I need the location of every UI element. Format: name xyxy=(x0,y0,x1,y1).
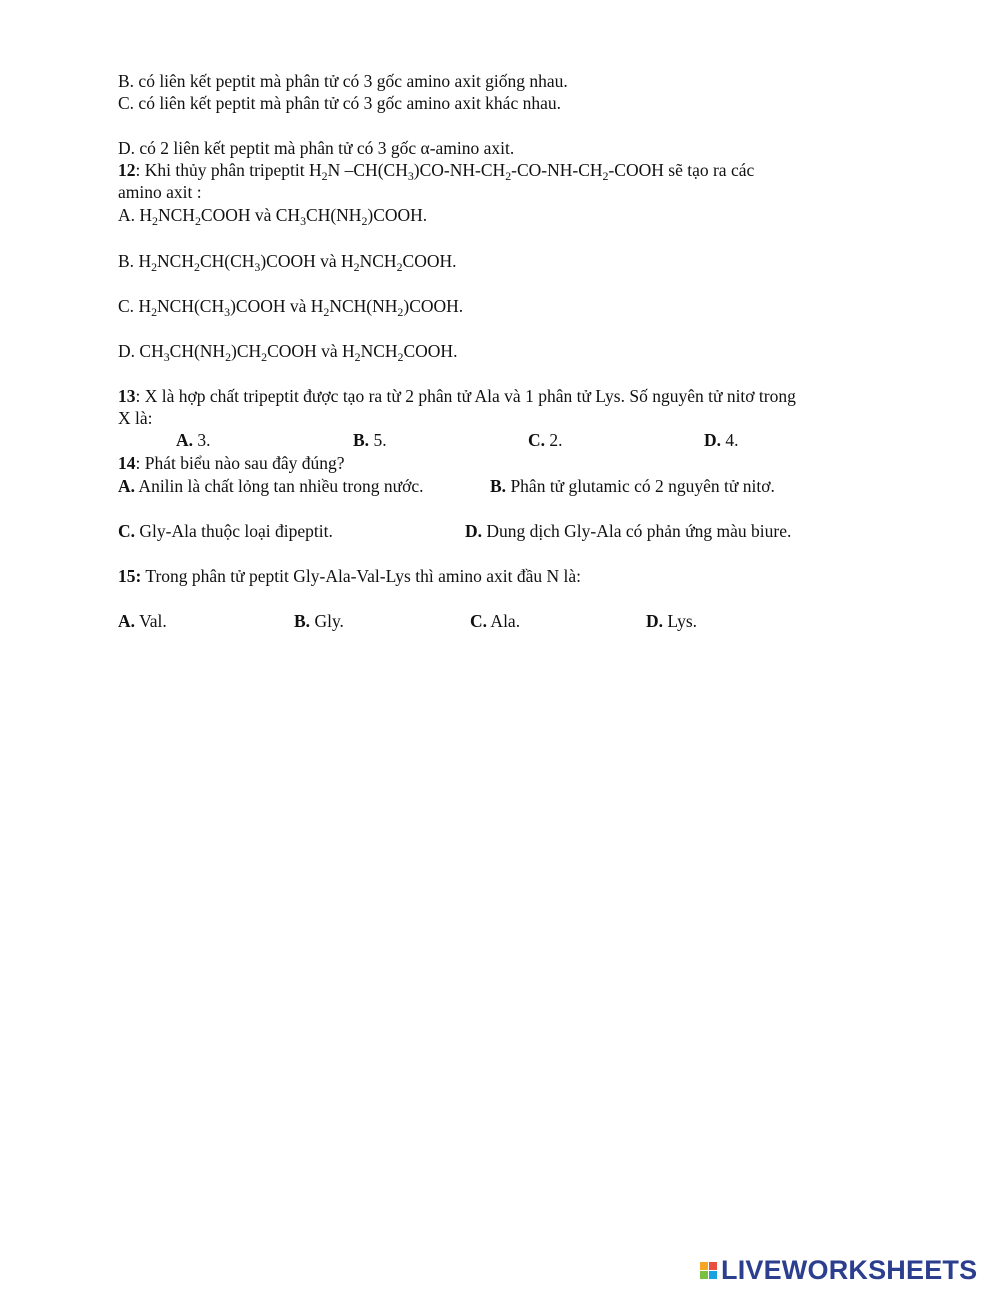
liveworksheets-logo-text: LIVEWORKSHEETS xyxy=(721,1254,978,1285)
q12-option-c: C. $H_2NCH(CH_3)COOH$ và $H_2NCH(NH_2)COOH$. xyxy=(118,296,464,319)
q11-option-d: D. có 2 liên kết peptit mà phân tử có 3 gốc α-amino axit. xyxy=(118,138,515,158)
q13-stem-continued: X là: xyxy=(118,408,153,428)
liveworksheets-logo-icon xyxy=(700,1262,717,1279)
q14-option-d: D. Dung dịch Gly-Ala có phản ứng màu biure. xyxy=(465,521,792,541)
q13-stem: 13: X là hợp chất tripeptit được tạo ra từ 2 phân tử Ala và 1 phân tử Lys. Số nguyên tử nitơ trong xyxy=(118,386,796,406)
q12-number: 12 xyxy=(118,160,136,180)
q15-option-b: B. Gly. xyxy=(294,611,344,631)
q11-option-b: B. có liên kết peptit mà phân tử có 3 gốc amino axit giống nhau. xyxy=(118,71,568,91)
q14-option-a: A. Anilin là chất lỏng tan nhiều trong nước. xyxy=(118,476,424,496)
q14-option-c: C. Gly-Ala thuộc loại đipeptit. xyxy=(118,521,333,541)
q12-stem: 12: Khi thủy phân tripeptit $H_2N$ $-CH(CH_3)CO-NH-CH_2-CO-NH-CH_2$-COOH sẽ tạo ra các xyxy=(118,160,755,183)
liveworksheets-logo xyxy=(700,1255,977,1285)
q13-option-d: D. 4. xyxy=(704,430,739,450)
q14-stem: 14: Phát biểu nào sau đây đúng? xyxy=(118,453,345,473)
q14-option-b: B. Phân tử glutamic có 2 nguyên tử nitơ. xyxy=(490,476,775,496)
q15-stem: 15: Trong phân tử peptit Gly-Ala-Val-Lys thì amino axit đầu N là: xyxy=(118,566,581,586)
q13-number: 13 xyxy=(118,386,136,406)
q14-number: 14 xyxy=(118,453,136,473)
q11-option-c: C. có liên kết peptit mà phân tử có 3 gốc amino axit khác nhau. xyxy=(118,93,561,113)
q15-option-a: A. Val. xyxy=(118,611,167,631)
q13-option-c: C. 2. xyxy=(528,430,563,450)
q15-number: 15: xyxy=(118,566,142,586)
q12-option-b: B. $H_2NCH_2CH(CH_3)COOH$ và $H_2NCH_2COOH$. xyxy=(118,251,457,274)
q12-option-d: D. $CH_3CH(NH_2)CH_2COOH$ và $H_2NCH_2COOH$. xyxy=(118,341,458,364)
q12-stem-continued: amino axit : xyxy=(118,182,202,202)
q15-option-d: D. Lys. xyxy=(646,611,698,631)
q15-option-c: C. Ala. xyxy=(470,611,521,631)
q13-option-a: A. 3. xyxy=(176,430,211,450)
q12-option-a: A. $H_2NCH_2COOH$ và $CH_3CH(NH_2)COOH$. xyxy=(118,205,428,228)
q13-option-b: B. 5. xyxy=(353,430,387,450)
